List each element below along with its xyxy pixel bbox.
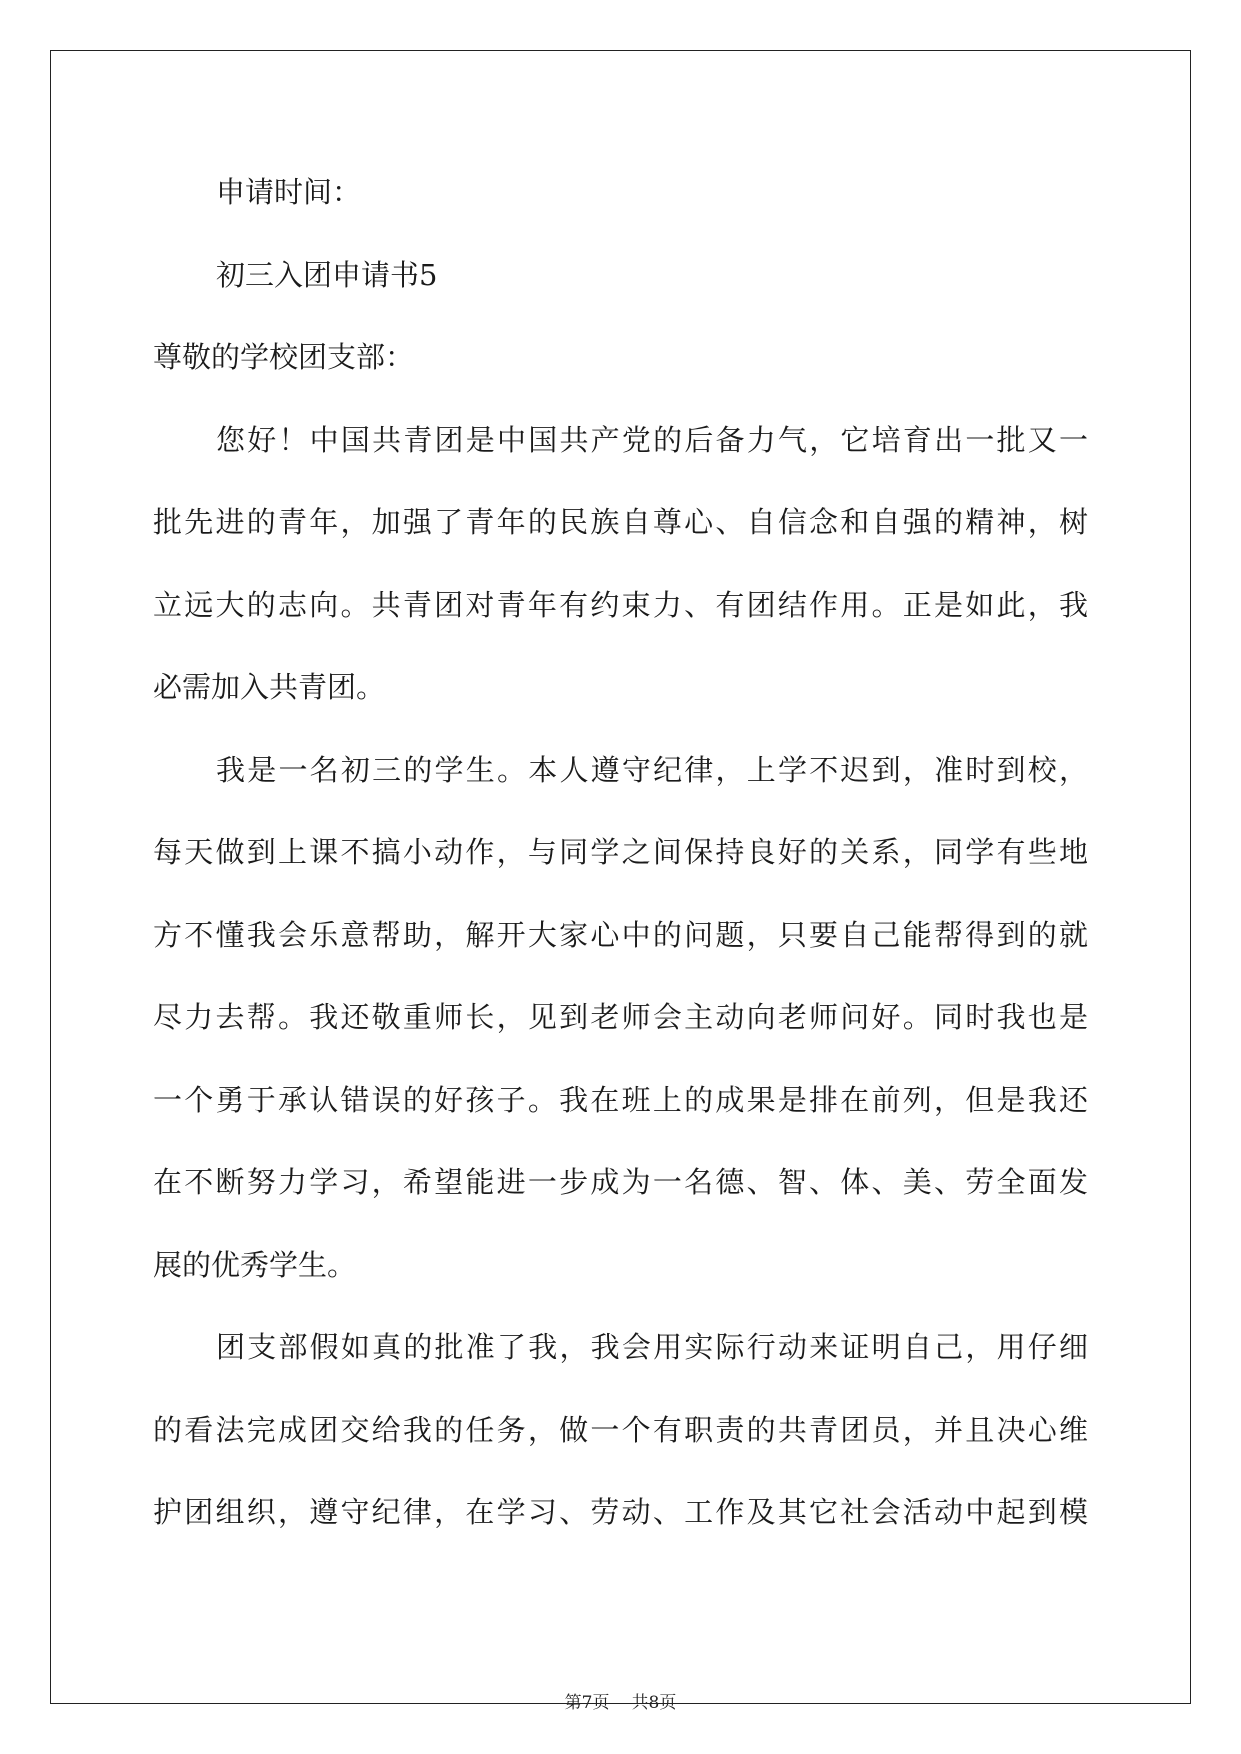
paragraph-line: 一个勇于承认错误的好孩子。我在班上的成果是排在前列，但是我还 [153, 1083, 1088, 1117]
paragraph-line: 方不懂我会乐意帮助，解开大家心中的问题，只要自己能帮得到的就 [153, 918, 1088, 952]
salutation: 尊敬的学校团支部： [153, 340, 415, 374]
paragraph-line: 您好！中国共青团是中国共产党的后备力气，它培育出一批又一 [216, 423, 1088, 457]
application-date-label: 申请时间： [216, 175, 362, 209]
paragraph-line: 每天做到上课不搞小动作，与同学之间保持良好的关系，同学有些地 [153, 835, 1088, 869]
paragraph-line: 尽力去帮。我还敬重师长，见到老师会主动向老师问好。同时我也是 [153, 1000, 1088, 1034]
paragraph-line: 必需加入共青团。 [153, 670, 386, 704]
paragraph-line: 立远大的志向。共青团对青年有约束力、有团结作用。正是如此，我 [153, 588, 1088, 622]
paragraph-line: 的看法完成团交给我的任务，做一个有职责的共青团员，并且决心维 [153, 1413, 1088, 1447]
paragraph-line: 批先进的青年，加强了青年的民族自尊心、自信念和自强的精神，树 [153, 505, 1088, 539]
page-border [50, 50, 1191, 1704]
page-number: 第7页 [564, 1693, 610, 1713]
page-total: 共8页 [631, 1693, 677, 1713]
paragraph-line: 在不断努力学习，希望能进一步成为一名德、智、体、美、劳全面发 [153, 1165, 1088, 1199]
paragraph-line: 我是一名初三的学生。本人遵守纪律，上学不迟到，准时到校， [216, 753, 1088, 787]
paragraph-line: 团支部假如真的批准了我，我会用实际行动来证明自己，用仔细 [216, 1330, 1088, 1364]
document-title: 初三入团申请书5 [216, 258, 438, 292]
page-footer [0, 1688, 1241, 1713]
paragraph-line: 展的优秀学生。 [153, 1248, 357, 1282]
paragraph-line: 护团组织，遵守纪律，在学习、劳动、工作及其它社会活动中起到模 [153, 1495, 1088, 1529]
